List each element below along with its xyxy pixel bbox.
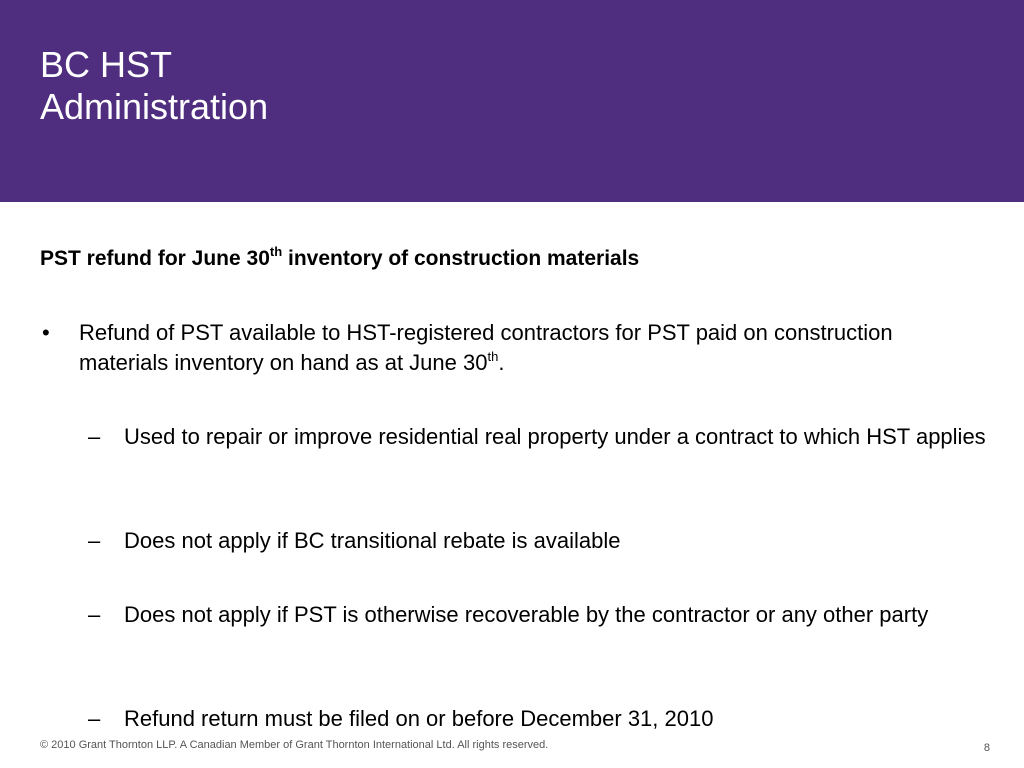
bullet-text: [79, 318, 939, 378]
page-number: 8: [983, 742, 990, 754]
bullet-text-main: Refund of PST available to HST-registered contractors for PST paid on construction materials inventory on hand as at June 30: [79, 320, 893, 375]
subheading-text: PST refund for June 30: [40, 247, 270, 270]
sub-bullet-marker: –: [88, 602, 101, 627]
sub-bullet-marker: –: [88, 706, 101, 731]
header-band: [0, 0, 1024, 202]
sub-bullet-text: Does not apply if BC transitional rebate is available: [124, 528, 621, 553]
sub-bullet-text: Refund return must be filed on or before December 31, 2010: [124, 706, 714, 731]
bullet-marker: •: [42, 320, 50, 345]
sub-bullet-text: Used to repair or improve residential real property under a contract to which HST applies: [124, 424, 986, 449]
sub-bullet-marker: –: [88, 424, 101, 449]
bullet-superscript: th: [487, 348, 499, 364]
sub-bullet-text: Does not apply if PST is otherwise recoverable by the contractor or any other party: [124, 602, 929, 627]
slide-title-line2: Administration: [40, 86, 269, 127]
bullet-text-end: .: [498, 350, 505, 375]
sub-bullet-marker: –: [88, 528, 101, 553]
footer-copyright: © 2010 Grant Thornton LLP. A Canadian Member of Grant Thornton International Ltd. All rights reserved.: [40, 739, 549, 751]
section-subheading: [40, 244, 639, 274]
slide-title-line1: BC HST: [40, 44, 173, 85]
slide-title: [40, 44, 268, 128]
subheading-text-end: inventory of construction materials: [282, 247, 640, 270]
subheading-superscript: th: [269, 244, 283, 259]
